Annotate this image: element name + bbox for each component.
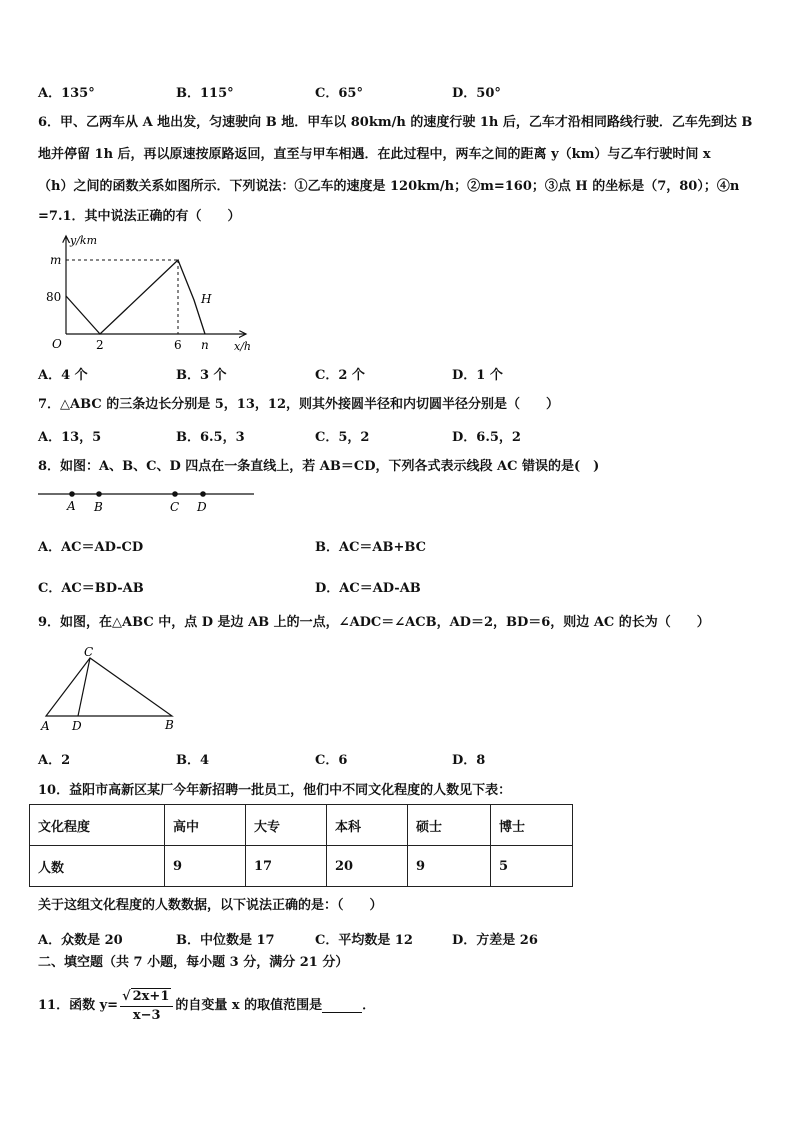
y-axis-label: y/km — [70, 234, 98, 247]
table-cell: 文化程度 — [30, 805, 165, 846]
q11-prefix: 11．函数 y= — [38, 998, 119, 1013]
table-cell: 20 — [327, 846, 408, 887]
q9-option-a: A．2 — [38, 753, 71, 768]
q6-option-c: C．2 个 — [315, 368, 365, 383]
q11-denominator: x−3 — [132, 1007, 161, 1023]
q8-line-figure — [38, 484, 258, 516]
q10-option-b: B．中位数是 17 — [176, 933, 275, 948]
q11-radicand: 2x+1 — [132, 988, 170, 1004]
q11-end: ． — [362, 998, 376, 1013]
q10-education-table — [29, 804, 573, 887]
table-cell: 硕士 — [408, 805, 491, 846]
vertex-a-label: A — [41, 719, 50, 733]
q9-option-b: B．4 — [176, 753, 210, 768]
q6-line-3: （h）之间的函数关系如图所示．下列说法：①乙车的速度是 120km/h；②m=160；③点 H 的坐标是（7，80）；④n — [38, 179, 740, 194]
q6-line-2: 地并停留 1h 后，再以原速按原路返回，直至与甲车相遇．在此过程中，两车之间的距离 y（km）与乙车行驶时间 x — [38, 147, 711, 162]
q7-option-d: D．6.5，2 — [452, 430, 521, 445]
q11-line — [38, 984, 375, 1028]
q8-option-a: A．AC＝AD-CD — [38, 540, 144, 555]
q10-question: 关于这组文化程度的人数数据，以下说法正确的是：（ ） — [38, 898, 383, 913]
distance-curve — [66, 260, 205, 334]
vertex-b-label: B — [165, 718, 174, 732]
q7-option-c: C．5，2 — [315, 430, 370, 445]
table-header-row — [30, 805, 573, 846]
point-h-label: H — [201, 292, 212, 306]
y-tick-80: 80 — [46, 290, 62, 304]
table-cell: 高中 — [165, 805, 246, 846]
point-b — [96, 491, 102, 497]
q6-line-1: 6．甲、乙两车从 A 地出发，匀速驶向 B 地．甲车以 80km/h 的速度行驶 1h 后，乙车才沿相同路线行驶．乙车先到达 B — [38, 115, 753, 130]
q6-option-a: A．4 个 — [38, 368, 88, 383]
table-cell: 本科 — [327, 805, 408, 846]
q5-option-a: A．135° — [38, 86, 95, 101]
q7-option-b: B．6.5，3 — [176, 430, 245, 445]
q5-option-d: D．50° — [452, 86, 501, 101]
table-row — [30, 846, 573, 887]
x-axis-label: x/h — [234, 340, 251, 353]
x-tick-n: n — [201, 338, 209, 352]
q7-stem: 7．△ABC 的三条边长分别是 5，13，12，则其外接圆半径和内切圆半径分别是（ ） — [38, 397, 559, 412]
table-cell: 大专 — [246, 805, 327, 846]
q5-option-b: B．115° — [176, 86, 234, 101]
q8-option-d: D．AC＝AD-AB — [315, 581, 421, 596]
q9-stem: 9．如图，在△ABC 中，点 D 是边 AB 上的一点，∠ADC＝∠ACB，AD＝2，BD＝6，则边 AC 的长为（ ） — [38, 615, 710, 630]
q10-option-a: A．众数是 20 — [38, 933, 123, 948]
q10-stem: 10．益阳市高新区某厂今年新招聘一批员工，他们中不同文化程度的人数见下表： — [38, 783, 512, 798]
table-cell: 9 — [165, 846, 246, 887]
point-c — [172, 491, 178, 497]
vertex-c-label: C — [84, 645, 94, 659]
q9-triangle-figure — [38, 642, 188, 734]
point-d-label: D — [197, 500, 207, 514]
q6-function-graph — [38, 230, 258, 360]
table-cell: 人数 — [30, 846, 165, 887]
q11-answer-blank[interactable] — [322, 1000, 362, 1013]
q10-option-c: C．平均数是 12 — [315, 933, 413, 948]
point-d — [200, 491, 206, 497]
q9-option-d: D．8 — [452, 753, 486, 768]
q6-line-4: =7.1．其中说法正确的有（ ） — [38, 209, 241, 224]
q9-option-c: C．6 — [315, 753, 348, 768]
triangle-abc — [46, 658, 172, 716]
section-2-title: 二、填空题（共 7 小题，每小题 3 分，满分 21 分） — [38, 955, 349, 970]
table-cell: 5 — [491, 846, 573, 887]
y-tick-m: m — [50, 253, 62, 267]
q6-option-b: B．3 个 — [176, 368, 227, 383]
table-cell: 博士 — [491, 805, 573, 846]
q5-option-c: C．65° — [315, 86, 363, 101]
q8-option-b: B．AC＝AB+BC — [315, 540, 426, 555]
x-tick-2: 2 — [96, 338, 104, 352]
q6-option-d: D．1 个 — [452, 368, 503, 383]
point-d-label: D — [72, 719, 82, 733]
q10-option-d: D．方差是 26 — [452, 933, 538, 948]
q8-stem: 8．如图：A、B、C、D 四点在一条直线上，若 AB＝CD，下列各式表示线段 AC 错误的是( ) — [38, 459, 600, 474]
table-cell: 17 — [246, 846, 327, 887]
point-a-label: A — [67, 499, 76, 513]
point-c-label: C — [170, 500, 180, 514]
q11-fraction — [120, 988, 173, 1025]
q11-numerator: √ 2x+1 — [120, 988, 173, 1007]
point-b-label: B — [94, 500, 103, 514]
q11-suffix: 的自变量 x 的取值范围是 — [175, 998, 323, 1013]
q8-option-c: C．AC＝BD-AB — [38, 581, 144, 596]
x-tick-6: 6 — [174, 338, 182, 352]
q7-option-a: A．13，5 — [38, 430, 102, 445]
point-a — [69, 491, 75, 497]
origin-label: O — [52, 337, 62, 351]
table-cell: 9 — [408, 846, 491, 887]
